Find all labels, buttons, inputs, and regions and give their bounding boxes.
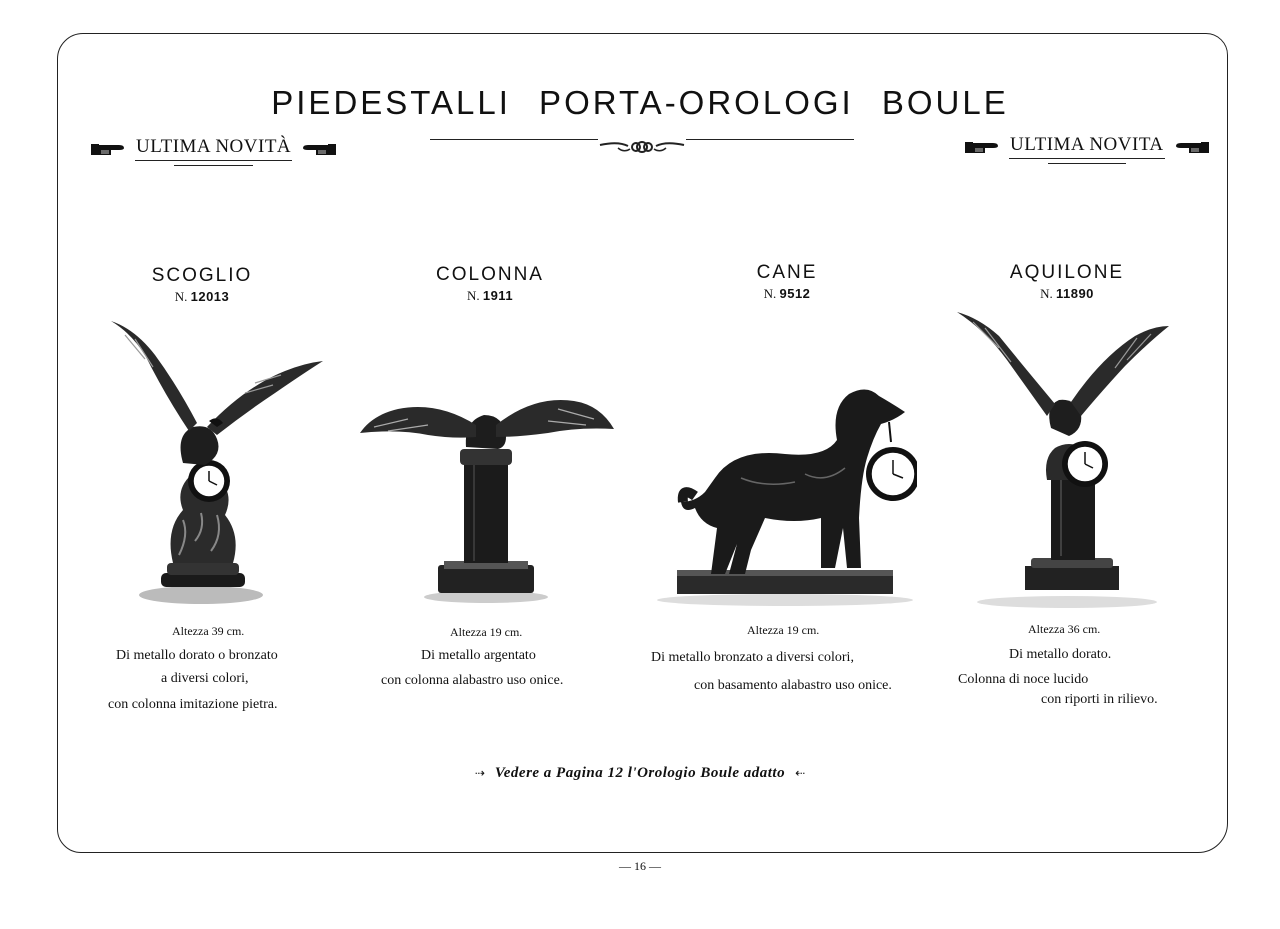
title-rule-right [686, 139, 854, 140]
product-height: Altezza 19 cm. [450, 625, 523, 639]
product-description-line: a diversi colori, [161, 671, 249, 686]
product-description-line: Di metallo bronzato a diversi colori, [651, 650, 854, 665]
product-description-line: Colonna di noce lucido [958, 672, 1089, 687]
pointing-hand-left-icon [1175, 139, 1209, 155]
pointing-hand-right-icon [91, 141, 125, 157]
eagle-on-rock-clock-image [105, 315, 330, 615]
product-description-line: con colonna imitazione pietra. [108, 697, 278, 712]
product-number: N. 1911 [466, 288, 514, 303]
product-cane-heading [697, 262, 877, 302]
banner-right-label: ULTIMA NOVITA [1009, 134, 1165, 159]
product-number: N. 12013 [174, 289, 230, 304]
banner-left-label: ULTIMA NOVITÀ [135, 136, 292, 161]
product-name: COLONNA [436, 264, 544, 285]
product-aquilone-heading [977, 262, 1157, 302]
pointing-hand-left-icon [302, 141, 336, 157]
reference-note-text: Vedere a Pagina 12 l'Orologio Boule adatto [494, 765, 786, 781]
product-description-line: Di metallo dorato o bronzato [116, 648, 278, 663]
eagle-on-column-image [358, 385, 616, 605]
dog-holding-pocket-watch-image [655, 378, 917, 610]
product-number: N. 11890 [1040, 286, 1094, 301]
product-description-line: Di metallo argentato [421, 648, 536, 663]
arrow-right-icon: ⇢ [474, 766, 485, 780]
product-description-line: con basamento alabastro uso onice. [694, 678, 892, 693]
product-description-line: Di metallo dorato. [1009, 647, 1112, 662]
product-height: Altezza 19 cm. [747, 623, 820, 637]
product-name: CANE [756, 262, 818, 283]
scroll-ornament-icon [598, 137, 686, 157]
product-description-line: con riporti in rilievo. [1041, 692, 1158, 707]
product-description-line: con colonna alabastro uso onice. [381, 673, 564, 688]
product-name: AQUILONE [1009, 262, 1125, 283]
arrow-left-icon: ⇠ [795, 766, 806, 780]
banner-left [91, 136, 336, 161]
product-scoglio-heading [112, 265, 292, 305]
reference-note [0, 765, 1280, 782]
product-height: Altezza 39 cm. [172, 624, 245, 638]
banner-right [965, 134, 1209, 159]
product-name: SCOGLIO [151, 265, 253, 286]
pointing-hand-right-icon [965, 139, 999, 155]
product-colonna-heading [400, 264, 580, 304]
title-rule-left [430, 139, 598, 140]
eagle-on-column-clock-image [955, 308, 1175, 610]
product-number: N. 9512 [763, 286, 811, 301]
product-height: Altezza 36 cm. [1028, 622, 1101, 636]
page-title: PIEDESTALLI PORTA-OROLOGI BOULE [271, 84, 1009, 121]
page-number: — 16 — [619, 859, 661, 873]
